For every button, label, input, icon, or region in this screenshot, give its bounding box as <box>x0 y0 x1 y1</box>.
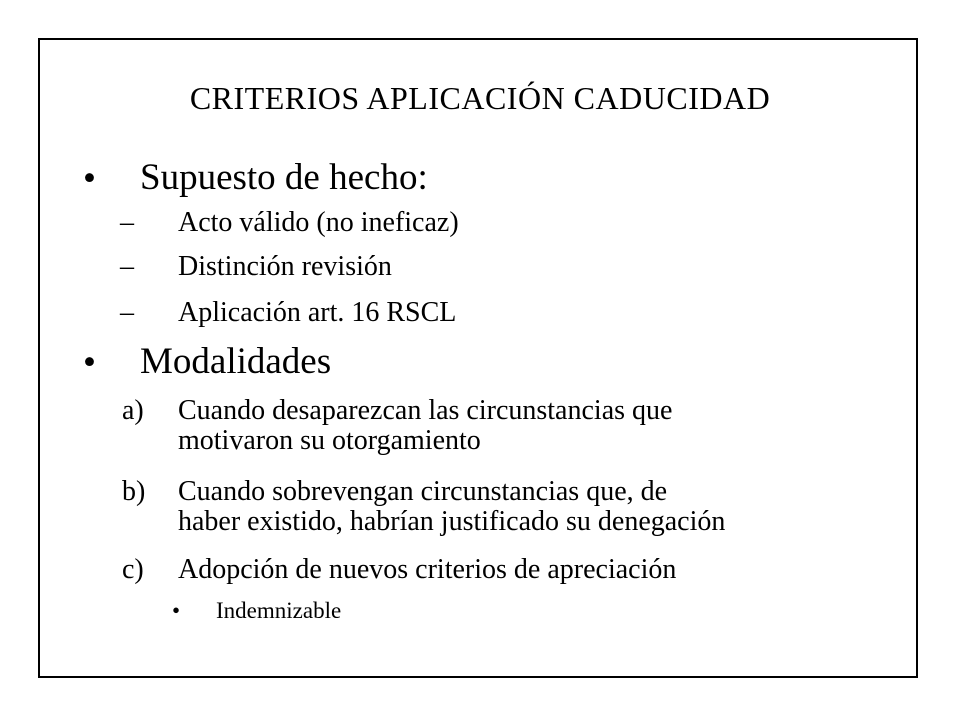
sub-item-text: Distinción revisión <box>178 251 392 282</box>
bullet-text: Modalidades <box>140 341 332 382</box>
letter-marker: c) <box>122 554 144 585</box>
lettered-text: Adopción de nuevos criterios de apreciación <box>178 554 677 585</box>
lettered-text-line1: Cuando sobrevengan circunstancias que, de <box>178 476 668 507</box>
bullet-marker: • <box>83 158 96 199</box>
bullet-text: Supuesto de hecho: <box>140 157 428 198</box>
bullet-text: Indemnizable <box>216 598 342 623</box>
letter-marker: b) <box>122 476 146 507</box>
sub-item-text: Acto válido (no ineficaz) <box>178 207 459 238</box>
lettered-text-line2: motivaron su otorgamiento <box>178 425 481 456</box>
lettered-text-line2: haber existido, habrían justificado su denegación <box>178 506 726 537</box>
slide-title: CRITERIOS APLICACIÓN CADUCIDAD <box>189 80 771 116</box>
dash-marker: – <box>120 251 134 282</box>
letter-marker: a) <box>122 395 144 426</box>
dash-marker: – <box>120 207 134 238</box>
dash-marker: – <box>120 297 134 328</box>
sub-item-text: Aplicación art. 16 RSCL <box>178 297 457 328</box>
bullet-marker: • <box>172 598 181 623</box>
bullet-marker: • <box>83 342 96 383</box>
lettered-text-line1: Cuando desaparezcan las circunstancias que <box>178 395 673 426</box>
